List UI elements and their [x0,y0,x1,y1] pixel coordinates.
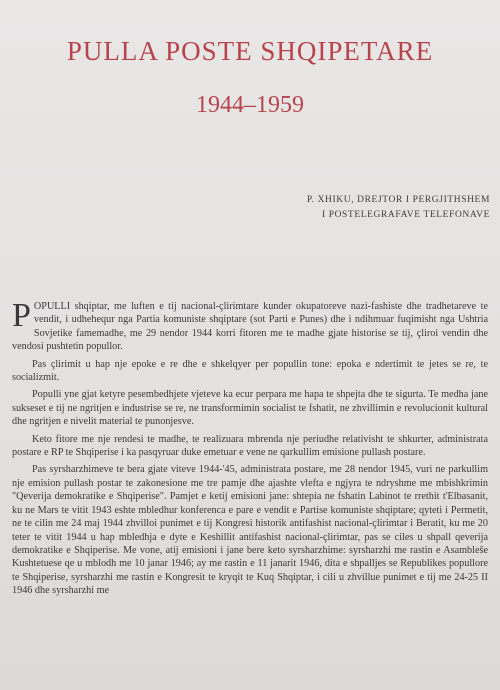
author-block [250,193,490,223]
paragraph: Keto fitore me nje rendesi te madhe, te realizuara mbrenda nje periudhe relativisht te shkurter, administrata postare e RP te Shqiperise i ka pasqyruar duke emetuar e vene ne qarkullim emisione pullash postare. [12,433,488,459]
document-years: 1944–1959 [196,92,304,118]
paragraph: Pas çlirimit u hap nje epoke e re dhe e shkelqyer per popullin tone: epoka e ndertimit te jetes se re, te socializmit. [12,358,488,384]
document-title: PULLA POSTE SHQIPETARE [66,36,434,66]
paragraph: Pas syrsharzhimeve te bera gjate viteve 1944-'45, administrata postare, me 28 nendor 1945, vuri ne parkullim nje emision pullash postar te zakonesione me tre pamje dhe ajashte vlefta e ngjyra te ndryshme me mbishkrimin "Qeverija demokratike e Shqiperise". Pamjet e ketij emisioni jane: shtepia ne fshatin Labinot te rrethit t'Elbasanit, ku ne Mars te vitit 1943 eshte mbledhur konferenca e pare e vendit e Partise komuniste shqiptare; qyteti i Permetit, ne te cilin me 24 maj 1944 zhvilloi punimet e tij Kongresi historik antifashist nacional-çlirimtar i Beratit, ku me 20 teter te vitit 1944 u hap mbledhja e dyte e Keshillit antifashist nacional-çlirimtar, pas se ciles u shpall qeverija demokratike e Shqiperise. Me vone, atij emisioni i jane bere keto syrsharzhime: syrsharzhi me rastin e Asambleše Kushtetuese qe u mblodh me 10 janar 1946; ay me rastin e 11 janarit 1946, dita e shpalljes se Republikes popullore te Shqiperise, syrsharzhi me rastin e Kongresit te kryqit te Kuq Shqiptar, i cili u zhvillue punimet e tij me 24-25 II 1946 dhe syrsharzhi me [12,464,488,597]
article-body [12,297,488,602]
author-line-2: I POSTELEGRAFAVE TELEFONAVE [321,210,490,220]
drop-cap: P [12,297,31,334]
paragraph: POPULLI shqiptar, me luften e tij nacional-çlirimtare kunder okupatoreve nazi-fashiste dhe tradhetareve te vendit, i udhehequr nga Partia komuniste shqiptare (sot Parti e Punes) dhe i ndihmuar fuqimisht nga Ushtria Sovjetike famemadhe, me 29 nendor 1944 korri fitoren me te madhe gjate historise se tij, çliroi vendin dhe vendosi pushtetin popullor. [12,297,488,353]
author-line-1: P. XHIKU, DREJTOR I PERGJITHSHEM [306,195,490,205]
paragraph: Populli yne gjat ketyre pesembedhjete vjeteve ka ecur perpara me hapa te shpejta dhe te sigurta. Te medha jane sukseset e tij ne ngritjen e industrise se re, ne transformimin socialist te fshatit, ne zhvillimin e revolucionit kultural dhe ngritjen e nivelit material te punonjesve. [12,389,488,428]
